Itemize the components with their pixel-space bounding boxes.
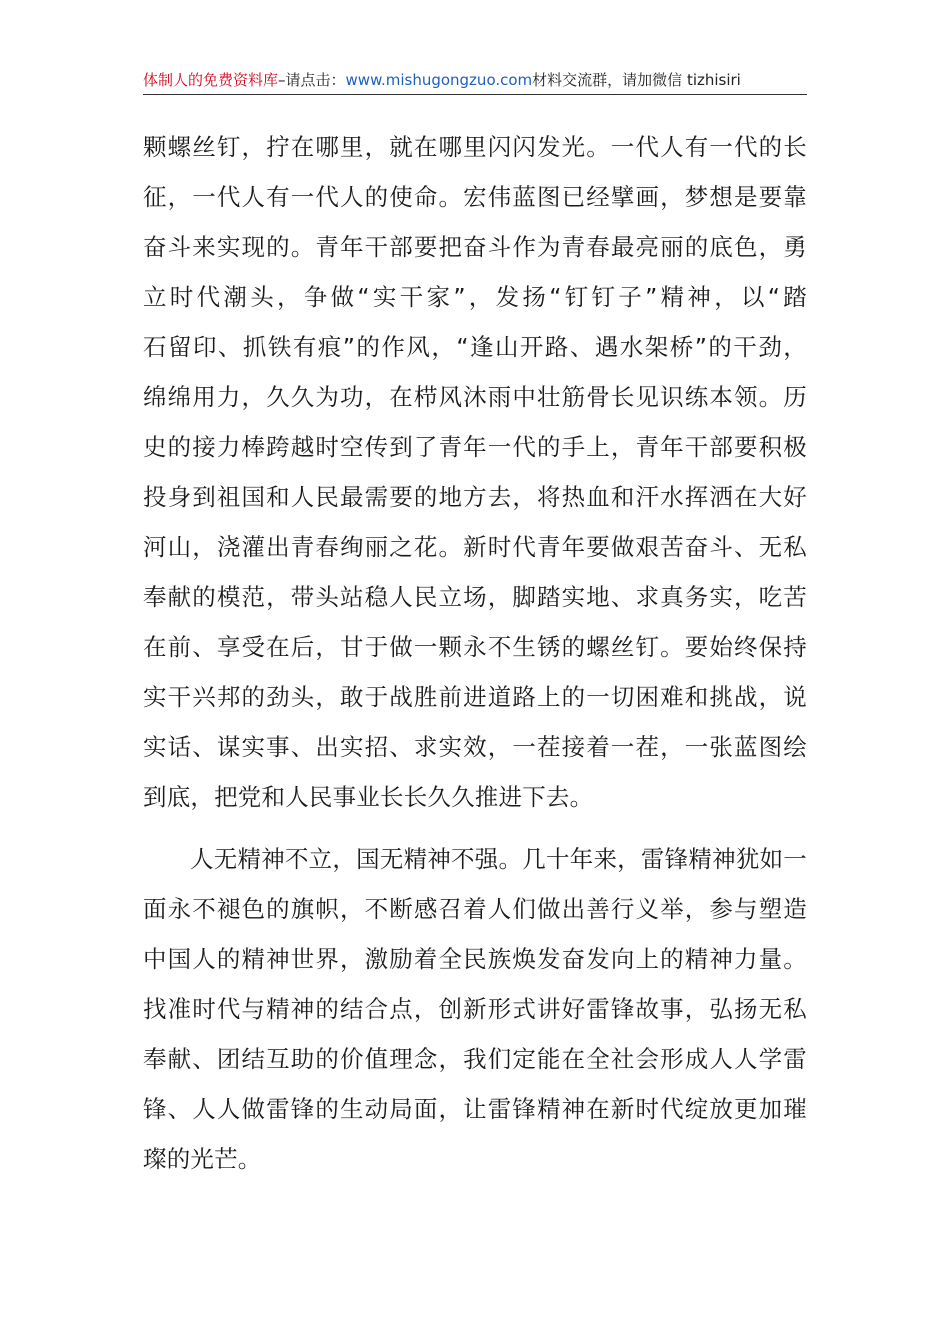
text-line: 到底，把党和人民事业长长久久推进下去。	[143, 783, 594, 811]
page-header	[143, 68, 807, 95]
text-line: 奉献、团结互助的价值理念，我们定能在全社会形成人人学雷	[143, 1045, 807, 1073]
text-line: 面永不褪色的旗帜，不断感召着人们做出善行义举，参与塑造	[143, 895, 807, 923]
text-line: 史的接力棒跨越时空传到了青年一代的手上，青年干部要积极	[143, 433, 807, 461]
text-line: 奋斗来实现的。青年干部要把奋斗作为青春最亮丽的底色，勇	[143, 233, 807, 261]
paragraph-gap	[143, 822, 807, 834]
header-separator: –请点击：	[278, 71, 346, 89]
text-line: 征，一代人有一代人的使命。宏伟蓝图已经擘画，梦想是要靠	[143, 183, 807, 211]
text-line: 绵绵用力，久久为功，在栉风沐雨中壮筋骨长见识练本领。历	[143, 383, 807, 411]
text-line: 石留印、抓铁有痕”的作风，“逢山开路、遇水架桥”的干劲，	[143, 333, 807, 361]
text-line: 实话、谋实事、出实招、求实效，一茬接着一茬，一张蓝图绘	[143, 733, 807, 761]
text-line: 锋、人人做雷锋的生动局面，让雷锋精神在新时代绽放更加璀	[143, 1095, 807, 1123]
text-line: 立时代潮头，争做“实干家”，发扬“钉钉子”精神，以“踏	[143, 283, 807, 311]
text-line: 实干兴邦的劲头，敢于战胜前进道路上的一切困难和挑战，说	[143, 683, 807, 711]
paragraph-2	[143, 834, 807, 1184]
paragraph-1	[143, 122, 807, 822]
text-line: 璨的光芒。	[143, 1145, 262, 1173]
text-line: 河山，浇灌出青春绚丽之花。新时代青年要做艰苦奋斗、无私	[143, 533, 807, 561]
document-body	[143, 122, 807, 1184]
text-line: 在前、享受在后，甘于做一颗永不生锈的螺丝钉。要始终保持	[143, 633, 807, 661]
header-url-link[interactable]: www.mishugongzuo.com	[345, 71, 533, 89]
header-tail: 材料交流群，请加微信 tizhisiri	[532, 71, 741, 89]
text-line: 中国人的精神世界，激励着全民族焕发奋发向上的精神力量。	[143, 945, 807, 973]
text-line: 投身到祖国和人民最需要的地方去，将热血和汗水挥洒在大好	[143, 483, 807, 511]
text-line: 人无精神不立，国无精神不强。几十年来，雷锋精神犹如一	[190, 845, 807, 873]
header-brand: 体制人的免费资料库	[143, 71, 279, 89]
text-line: 找准时代与精神的结合点，创新形式讲好雷锋故事，弘扬无私	[143, 995, 807, 1023]
text-line: 颗螺丝钉，拧在哪里，就在哪里闪闪发光。一代人有一代的长	[143, 133, 807, 161]
text-line: 奉献的模范，带头站稳人民立场，脚踏实地、求真务实，吃苦	[143, 583, 807, 611]
